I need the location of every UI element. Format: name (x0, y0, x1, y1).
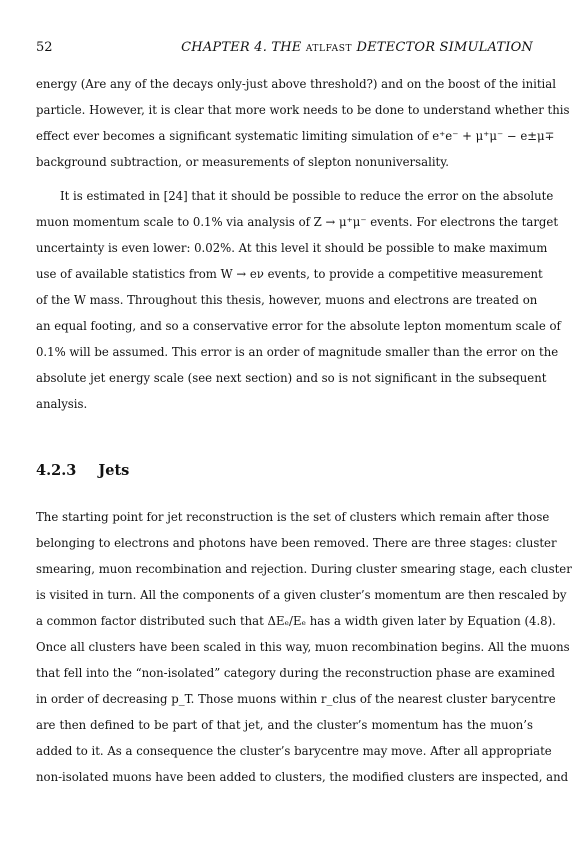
chapter-title-suffix: DETECTOR SIMULATION (352, 40, 533, 55)
text-line: of the W mass. Throughout this thesis, however, muons and electrons are treated on (36, 293, 538, 307)
text-line: smearing, muon recombination and rejection. During cluster smearing stage, each cluster (36, 562, 572, 576)
text-line: a common factor distributed such that ΔEₑ/Eₑ has a width given later by Equation (4.8). (36, 614, 556, 628)
text-line: muon momentum scale to 0.1% via analysis of Z → μ⁺μ⁻ events. For electrons the target (36, 215, 559, 229)
text-line: The starting point for jet reconstruction is the set of clusters which remain after those (36, 510, 550, 524)
text-line: background subtraction, or measurements of slepton nonuniversality. (36, 155, 450, 169)
paragraph-1 (36, 71, 570, 175)
text-line: effect ever becomes a significant systematic limiting simulation of e⁺e⁻ + μ⁺μ⁻ − e±μ∓ (36, 129, 555, 143)
text-line: belonging to electrons and photons have been removed. There are three stages: cluster (36, 536, 557, 550)
text-line: non-isolated muons have been added to clusters, the modified clusters are inspected, and (36, 770, 569, 784)
text-line: Once all clusters have been scaled in this way, muon recombination begins. All the muons (36, 640, 570, 654)
running-header (36, 40, 533, 58)
text-line: is visited in turn. All the components of a given cluster’s momentum are then rescaled by (36, 588, 567, 602)
section-title: Jets (98, 461, 130, 479)
page-number: 52 (36, 40, 53, 55)
text-line: use of available statistics from W → eν events, to provide a competitive measurement (36, 267, 543, 281)
text-line: energy (Are any of the decays only-just above threshold?) and on the boost of the initial (36, 77, 556, 91)
text-line: an equal footing, and so a conservative error for the absolute lepton momentum scale of (36, 319, 561, 333)
chapter-title-prefix: CHAPTER 4. THE (181, 40, 306, 55)
paragraph-2 (36, 183, 561, 417)
text-line: analysis. (36, 397, 88, 411)
section-heading (36, 457, 533, 483)
text-line: 0.1% will be assumed. This error is an order of magnitude smaller than the error on the (36, 345, 559, 359)
text-line: absolute jet energy scale (see next section) and so is not significant in the subsequent (36, 371, 547, 385)
text-line: are then defined to be part of that jet, and the cluster’s momentum has the muon’s (36, 718, 533, 732)
text-line: uncertainty is even lower: 0.02%. At this level it should be possible to make maximum (36, 241, 548, 255)
text-line: in order of decreasing p_T. Those muons within r_clus of the nearest cluster barycentre (36, 692, 556, 706)
text-line: added to it. As a consequence the cluster’s barycentre may move. After all appropriate (36, 744, 552, 758)
text-line: It is estimated in [24] that it should be possible to reduce the error on the absolute (60, 189, 554, 203)
section-number: 4.2.3 (36, 461, 77, 479)
paragraph-3 (36, 504, 572, 790)
chapter-title-smallcaps: ATLFAST (305, 44, 353, 54)
text-line: that fell into the “non-isolated” category during the reconstruction phase are examined (36, 666, 556, 680)
chapter-title (181, 40, 533, 55)
text-line: particle. However, it is clear that more work needs to be done to understand whether this (36, 103, 570, 117)
document-page (36, 40, 572, 790)
